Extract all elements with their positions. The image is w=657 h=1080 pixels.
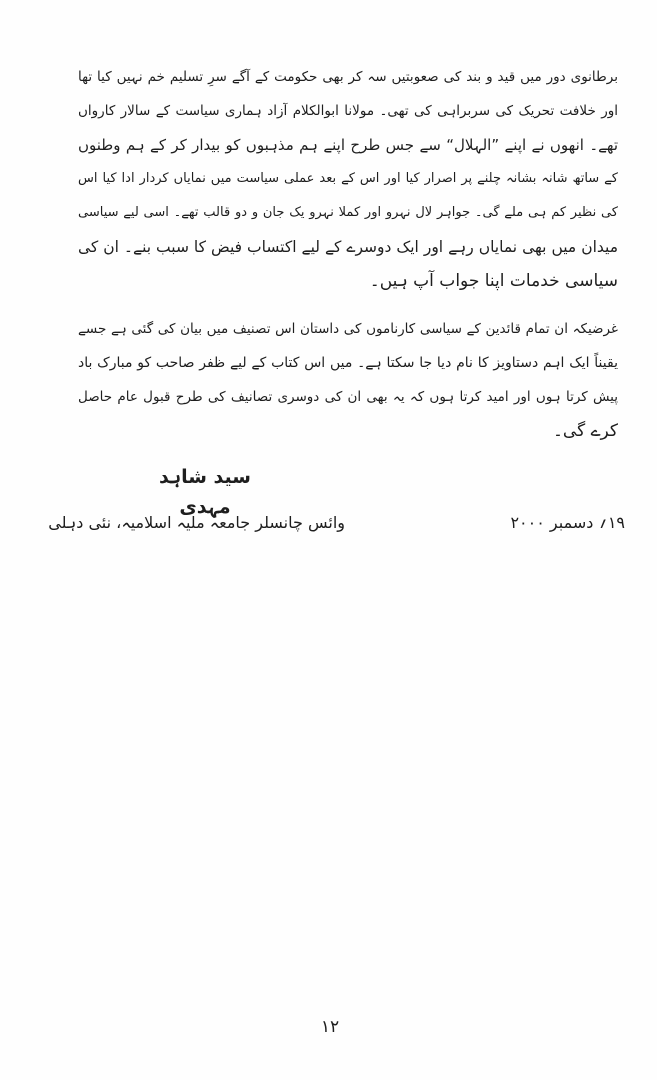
paragraph-line: میدان میں بھی نمایاں رہے اور ایک دوسرے کے لیے اکتساب فیض کا سبب بنے۔ ان کی [78,238,618,256]
paragraph-line: پیش کرتا ہوں اور امید کرتا ہوں کہ یہ بھی ان کی دوسری تصانیف کی طرح قبول عام حاصل [78,389,618,405]
paragraph-line: غرضیکہ ان تمام قائدین کے سیاسی کارناموں کی داستان اس تصنیف میں بیان کی گئی ہے جسے [78,321,618,337]
body-paragraph-2 [78,312,618,448]
paragraph-line: کے ساتھ شانہ بشانہ چلنے پر اصرار کیا اور اس کے بعد عملی سیاست میں نمایاں کردار ادا کیا اس [78,171,618,186]
paragraph-line: اور خلافت تحریک کی سربراہی کی تھی۔ مولانا ابوالکلام آزاد ہماری سیاست کے سالار کارواں [78,103,618,119]
signature-designation: وائس چانسلر جامعہ ملیہ اسلامیہ، نئی دہلی [48,513,345,532]
paragraph-line: برطانوی دور میں قید و بند کی صعوبتیں سہ کر بھی حکومت کے آگے سرِ تسلیم خم نہیں کیا تھا [78,69,618,85]
paragraph-line: سیاسی خدمات اپنا جواب آپ ہیں۔ [369,271,618,291]
signature-name: سید شاہد مہدی [159,466,251,518]
body-paragraph-1 [78,60,618,298]
paragraph-line: یقیناً ایک اہم دستاویز کا نام دیا جا سکتا ہے۔ میں اس کتاب کے لیے ظفر صاحب کو مبارک باد [78,355,618,371]
paragraph-line: کی نظیر کم ہی ملے گی۔ جواہر لال نہرو اور کملا نہرو یک جان و دو قالب تھے۔ اسی لیے سیاسی [78,205,618,220]
page-number: ۱۲ [320,1017,340,1037]
signature-date: ۱۹؍ دسمبر ۲۰۰۰ [510,513,625,532]
paragraph-line: تھے۔ انھوں نے اپنے ”الہلال“ سے جس طرح اپنے ہم مذہبوں کو بیدار کر کے ہم وطنوں [78,136,618,154]
paragraph-line: کرے گی۔ [552,421,618,441]
